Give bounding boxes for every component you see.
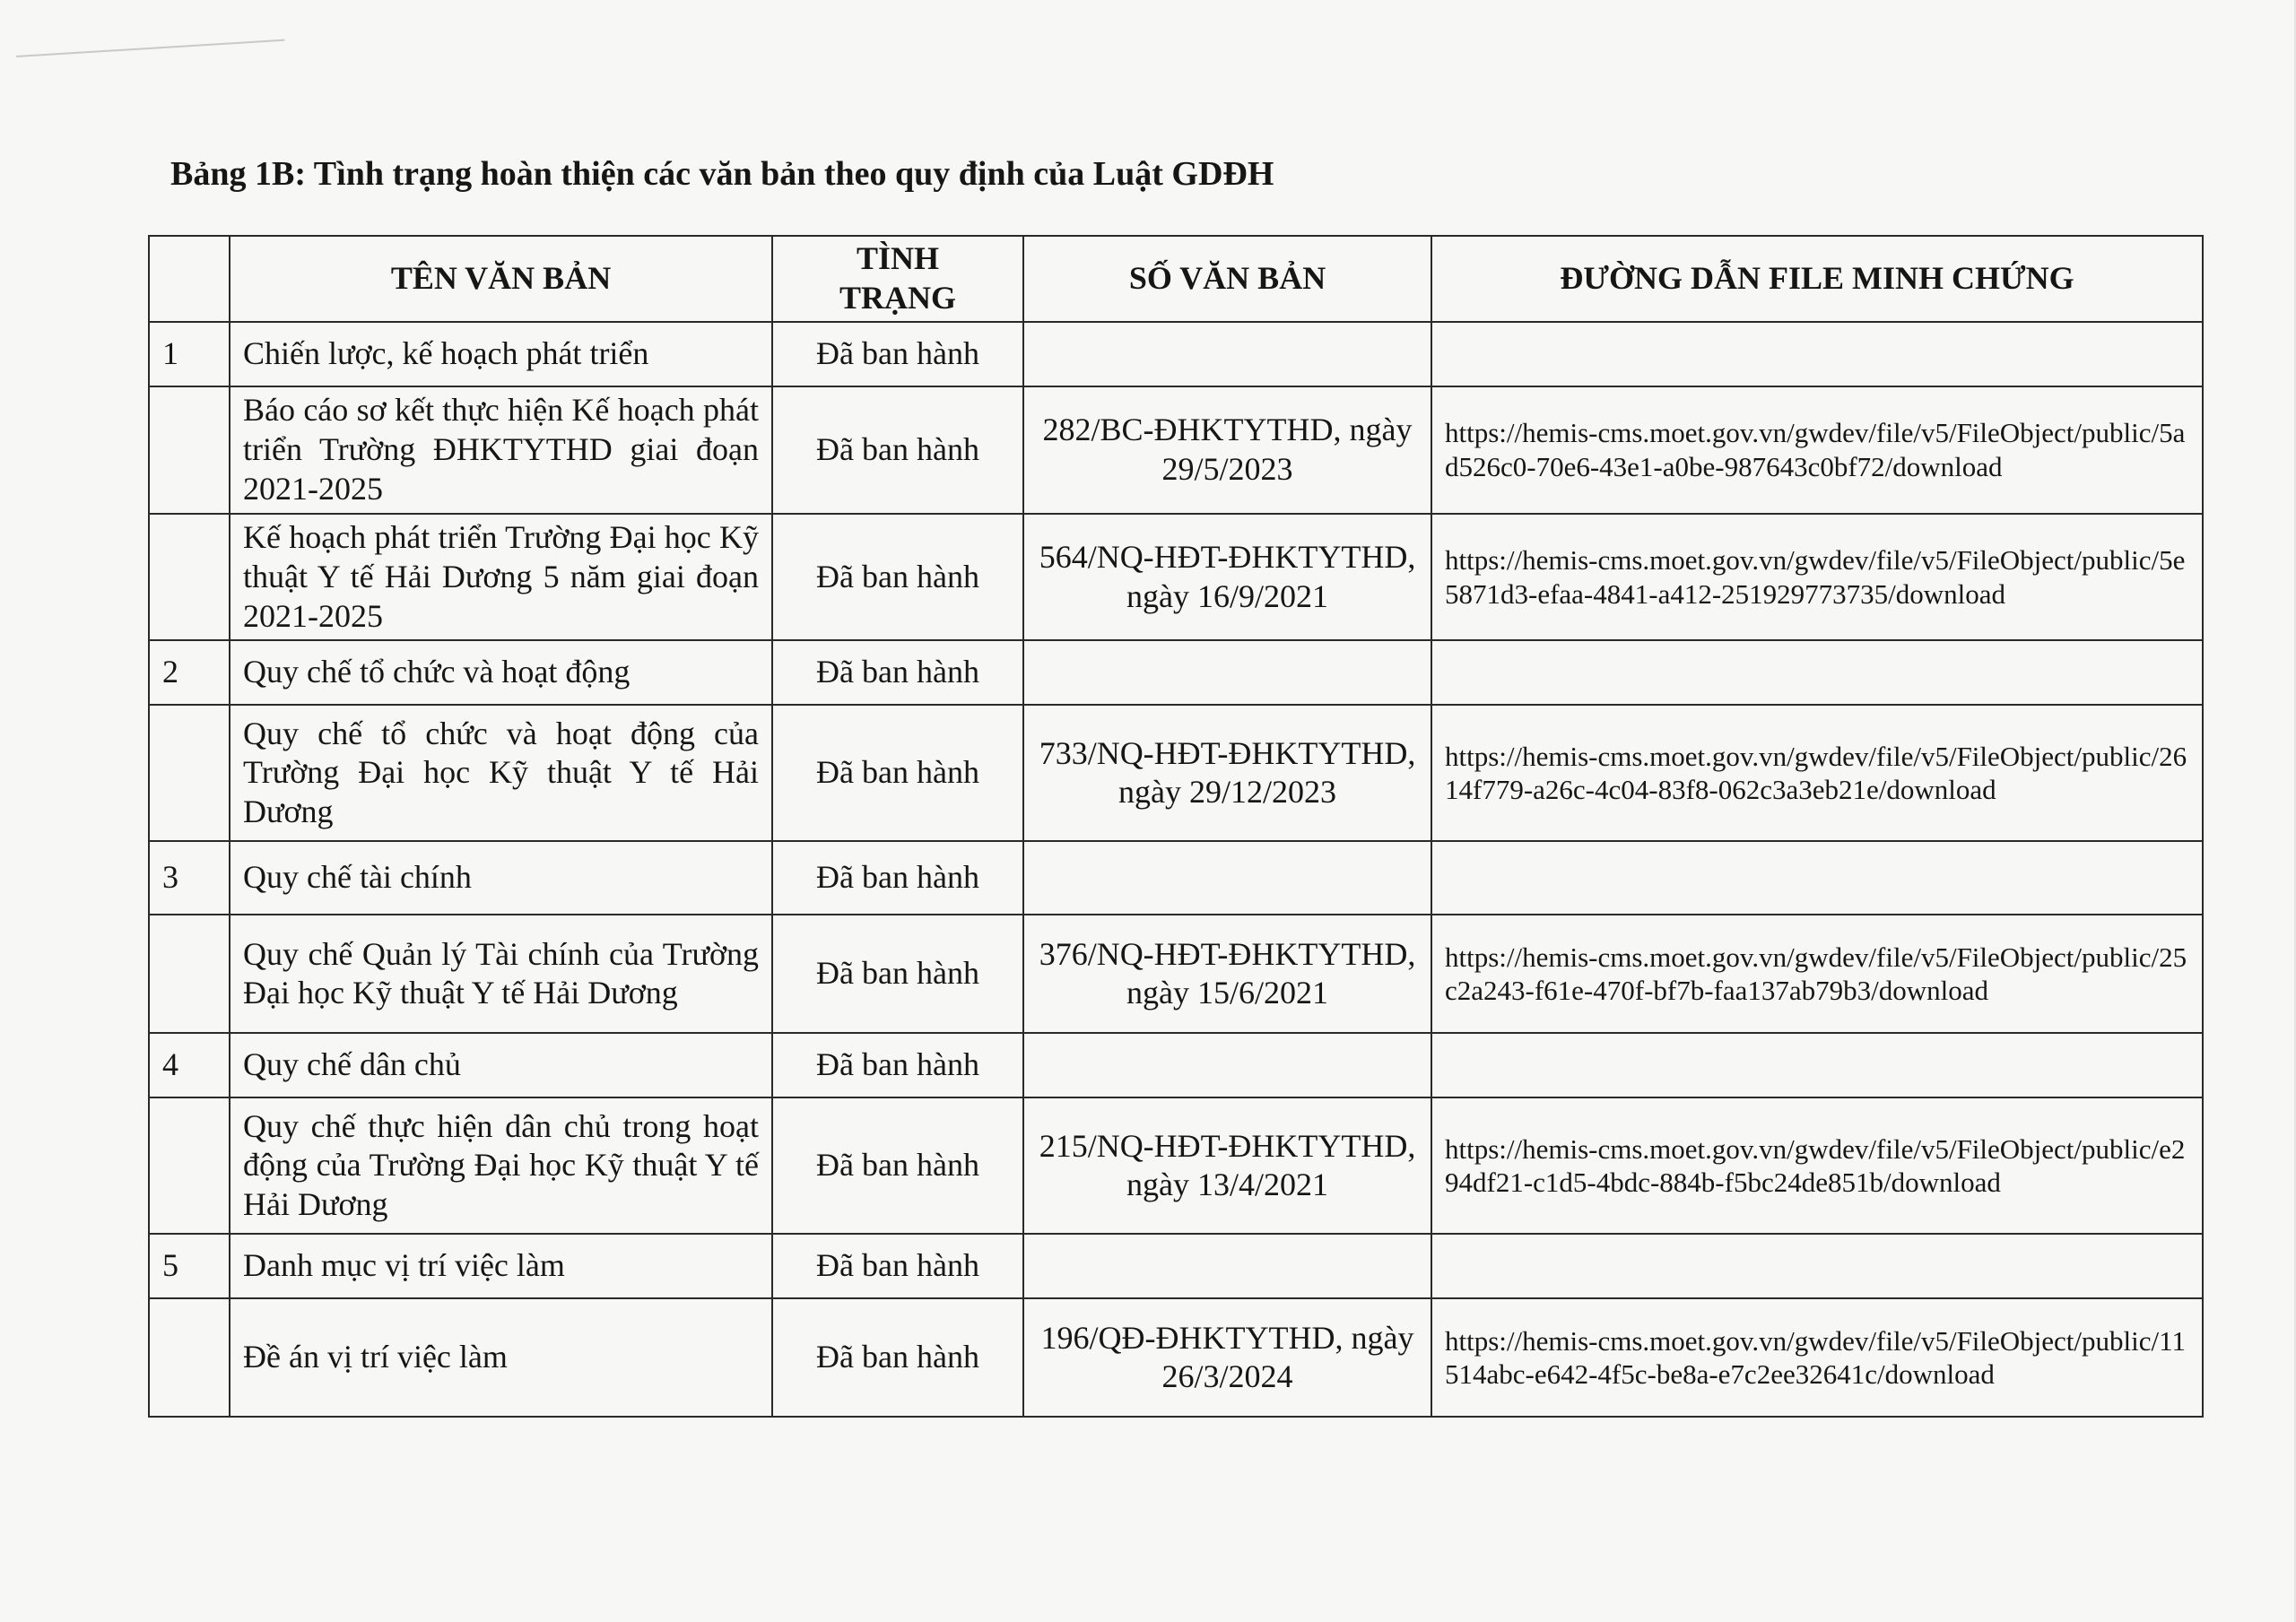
document-number: 733/NQ-HĐT-ĐHKTYTHD, ngày 29/12/2023 — [1023, 705, 1431, 841]
scan-edge-mark — [16, 39, 286, 75]
header-number-cell — [149, 236, 230, 322]
table-row — [149, 514, 2203, 641]
document-status: Đã ban hành — [772, 1298, 1023, 1417]
section-row — [149, 1234, 2203, 1298]
row-number — [149, 705, 230, 841]
document-name: Kế hoạch phát triển Trường Đại học Kỹ thuật Y tế Hải Dương 5 năm giai đoạn 2021-2025 — [230, 514, 772, 641]
header-name: TÊN VĂN BẢN — [230, 236, 772, 322]
document-name: Đề án vị trí việc làm — [230, 1298, 772, 1417]
document-status: Đã ban hành — [772, 514, 1023, 641]
document-name: Quy chế thực hiện dân chủ trong hoạt động của Trường Đại học Kỹ thuật Y tế Hải Dương — [230, 1097, 772, 1234]
document-status: Đã ban hành — [772, 386, 1023, 514]
evidence-link[interactable]: https://hemis-cms.moet.gov.vn/gwdev/file/v5/FileObject/public/5ad526c0-70e6-43e1-a0be-987643c0bf72/download — [1431, 386, 2203, 514]
document-number — [1023, 640, 1431, 705]
document-name: Quy chế dân chủ — [230, 1033, 772, 1097]
document-status: Đã ban hành — [772, 841, 1023, 915]
evidence-link[interactable]: https://hemis-cms.moet.gov.vn/gwdev/file/v5/FileObject/public/e294df21-c1d5-4bdc-884b-f5bc24de851b/download — [1431, 1097, 2203, 1234]
document-number — [1023, 322, 1431, 386]
evidence-link[interactable]: https://hemis-cms.moet.gov.vn/gwdev/file/v5/FileObject/public/5e5871d3-efaa-4841-a412-251929773735/download — [1431, 514, 2203, 641]
row-number: 3 — [149, 841, 230, 915]
document-number: 196/QĐ-ĐHKTYTHD, ngày 26/3/2024 — [1023, 1298, 1431, 1417]
evidence-link — [1431, 322, 2203, 386]
header-status: TÌNH TRẠNG — [772, 236, 1023, 322]
evidence-link[interactable]: https://hemis-cms.moet.gov.vn/gwdev/file/v5/FileObject/public/11514abc-e642-4f5c-be8a-e7c2ee32641c/download — [1431, 1298, 2203, 1417]
table-body — [149, 322, 2203, 1417]
document-name: Quy chế tài chính — [230, 841, 772, 915]
evidence-link — [1431, 841, 2203, 915]
document-number — [1023, 1033, 1431, 1097]
evidence-link[interactable]: https://hemis-cms.moet.gov.vn/gwdev/file/v5/FileObject/public/25c2a243-f61e-470f-bf7b-faa137ab79b3/download — [1431, 915, 2203, 1033]
table-title: Bảng 1B: Tình trạng hoàn thiện các văn bản theo quy định của Luật GDĐH — [170, 155, 1274, 193]
evidence-link — [1431, 1234, 2203, 1298]
document-status: Đã ban hành — [772, 1097, 1023, 1234]
document-status: Đã ban hành — [772, 915, 1023, 1033]
documents-table — [148, 235, 2204, 1418]
document-name: Quy chế Quản lý Tài chính của Trường Đại học Kỹ thuật Y tế Hải Dương — [230, 915, 772, 1033]
document-name: Quy chế tổ chức và hoạt động của Trường Đại học Kỹ thuật Y tế Hải Dương — [230, 705, 772, 841]
document-number: 215/NQ-HĐT-ĐHKTYTHD, ngày 13/4/2021 — [1023, 1097, 1431, 1234]
document-number: 564/NQ-HĐT-ĐHKTYTHD, ngày 16/9/2021 — [1023, 514, 1431, 641]
table-row — [149, 915, 2203, 1033]
row-number: 2 — [149, 640, 230, 705]
document-name: Chiến lược, kế hoạch phát triển — [230, 322, 772, 386]
document-number: 282/BC-ĐHKTYTHD, ngày 29/5/2023 — [1023, 386, 1431, 514]
section-row — [149, 322, 2203, 386]
row-number — [149, 386, 230, 514]
table-row — [149, 705, 2203, 841]
row-number — [149, 915, 230, 1033]
row-number — [149, 514, 230, 641]
section-row — [149, 1033, 2203, 1097]
document-status: Đã ban hành — [772, 1033, 1023, 1097]
document-status: Đã ban hành — [772, 640, 1023, 705]
document-number — [1023, 841, 1431, 915]
row-number — [149, 1298, 230, 1417]
document-number — [1023, 1234, 1431, 1298]
evidence-link[interactable]: https://hemis-cms.moet.gov.vn/gwdev/file/v5/FileObject/public/2614f779-a26c-4c04-83f8-062c3a3eb21e/download — [1431, 705, 2203, 841]
section-row — [149, 841, 2203, 915]
table-row — [149, 386, 2203, 514]
table-header-row — [149, 236, 2203, 322]
evidence-link — [1431, 640, 2203, 705]
document-name: Báo cáo sơ kết thực hiện Kế hoạch phát triển Trường ĐHKTYTHD giai đoạn 2021-2025 — [230, 386, 772, 514]
row-number: 5 — [149, 1234, 230, 1298]
document-name: Danh mục vị trí việc làm — [230, 1234, 772, 1298]
row-number — [149, 1097, 230, 1234]
document-status: Đã ban hành — [772, 705, 1023, 841]
document-status: Đã ban hành — [772, 1234, 1023, 1298]
section-row — [149, 640, 2203, 705]
header-link: ĐƯỜNG DẪN FILE MINH CHỨNG — [1431, 236, 2203, 322]
evidence-link — [1431, 1033, 2203, 1097]
row-number: 4 — [149, 1033, 230, 1097]
row-number: 1 — [149, 322, 230, 386]
table-row — [149, 1097, 2203, 1234]
document-status: Đã ban hành — [772, 322, 1023, 386]
header-doc-number: SỐ VĂN BẢN — [1023, 236, 1431, 322]
document-name: Quy chế tổ chức và hoạt động — [230, 640, 772, 705]
document-number: 376/NQ-HĐT-ĐHKTYTHD, ngày 15/6/2021 — [1023, 915, 1431, 1033]
table-row — [149, 1298, 2203, 1417]
